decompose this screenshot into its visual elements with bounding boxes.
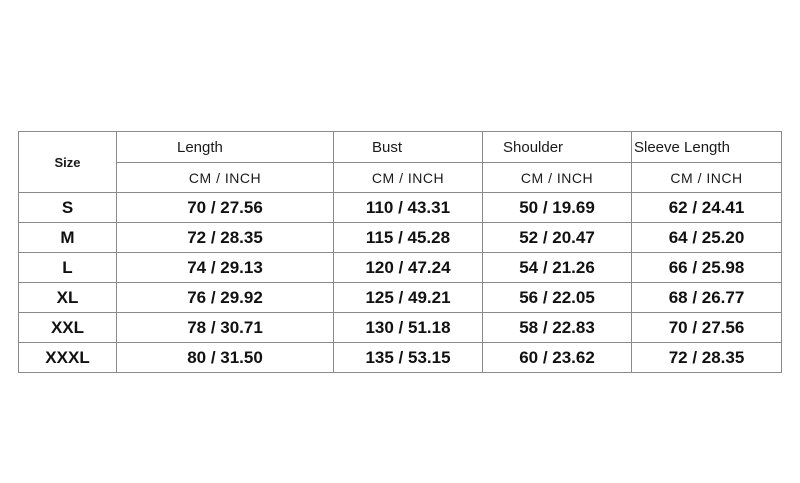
sleeve-length-cell: 70 / 27.56 (632, 313, 782, 343)
size-cell: XXXL (19, 343, 117, 373)
length-unit-label: CM / INCH (117, 163, 334, 193)
shoulder-column-header: Shoulder (483, 132, 632, 163)
size-cell: M (19, 223, 117, 253)
bust-cell: 115 / 45.28 (334, 223, 483, 253)
size-chart-table (18, 131, 782, 373)
size-cell: L (19, 253, 117, 283)
length-cell: 80 / 31.50 (117, 343, 334, 373)
table-row (19, 283, 782, 313)
unit-row (19, 163, 782, 193)
sleeve-unit-label: CM / INCH (632, 163, 782, 193)
shoulder-cell: 54 / 21.26 (483, 253, 632, 283)
table-row (19, 343, 782, 373)
table-row (19, 223, 782, 253)
length-column-header: Length (117, 132, 334, 163)
sleeve-length-cell: 62 / 24.41 (632, 193, 782, 223)
size-column-header: Size (19, 132, 117, 193)
size-cell: XXL (19, 313, 117, 343)
sleeve-length-cell: 66 / 25.98 (632, 253, 782, 283)
shoulder-unit-label: CM / INCH (483, 163, 632, 193)
bust-cell: 110 / 43.31 (334, 193, 483, 223)
table-row (19, 193, 782, 223)
bust-cell: 120 / 47.24 (334, 253, 483, 283)
bust-unit-label: CM / INCH (334, 163, 483, 193)
sleeve-length-cell: 72 / 28.35 (632, 343, 782, 373)
size-cell: XL (19, 283, 117, 313)
length-cell: 74 / 29.13 (117, 253, 334, 283)
shoulder-cell: 60 / 23.62 (483, 343, 632, 373)
length-cell: 78 / 30.71 (117, 313, 334, 343)
shoulder-cell: 56 / 22.05 (483, 283, 632, 313)
size-cell: S (19, 193, 117, 223)
shoulder-cell: 50 / 19.69 (483, 193, 632, 223)
bust-cell: 130 / 51.18 (334, 313, 483, 343)
length-cell: 72 / 28.35 (117, 223, 334, 253)
table-header-row (19, 132, 782, 163)
table-row (19, 313, 782, 343)
sleeve-length-cell: 64 / 25.20 (632, 223, 782, 253)
shoulder-cell: 58 / 22.83 (483, 313, 632, 343)
sleeve-length-column-header: Sleeve Length (632, 132, 782, 163)
table-row (19, 253, 782, 283)
length-cell: 70 / 27.56 (117, 193, 334, 223)
bust-cell: 125 / 49.21 (334, 283, 483, 313)
bust-cell: 135 / 53.15 (334, 343, 483, 373)
bust-column-header: Bust (334, 132, 483, 163)
sleeve-length-cell: 68 / 26.77 (632, 283, 782, 313)
shoulder-cell: 52 / 20.47 (483, 223, 632, 253)
length-cell: 76 / 29.92 (117, 283, 334, 313)
